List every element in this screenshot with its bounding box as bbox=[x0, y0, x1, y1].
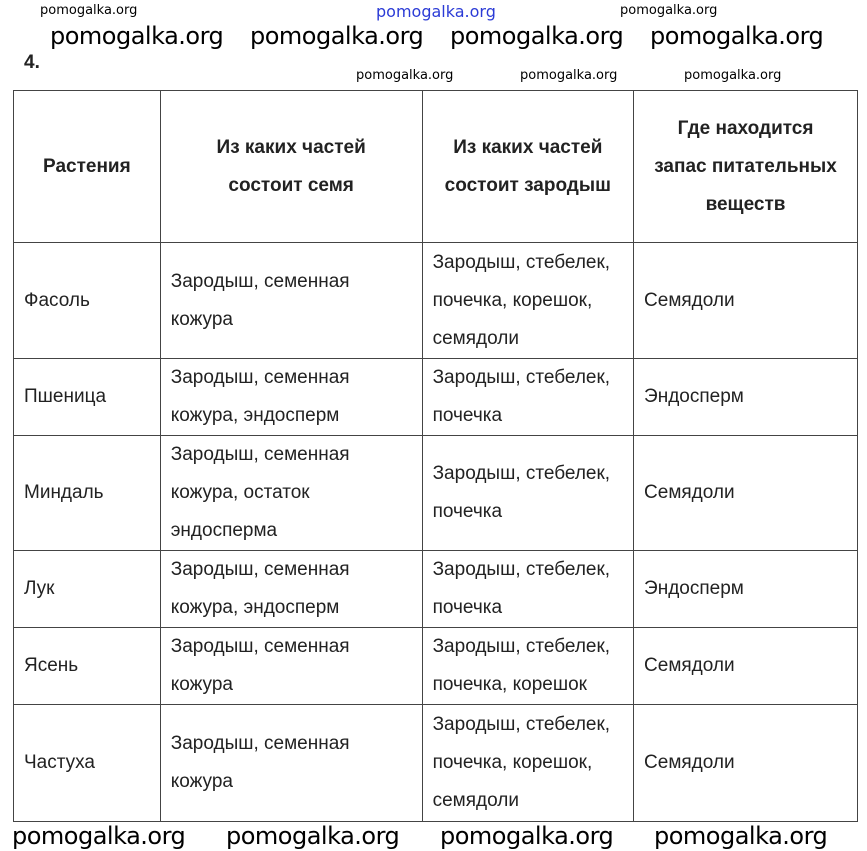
cell: Лук bbox=[14, 551, 161, 628]
cell: Зародыш, стебелек, почечка, корешок, семядоли bbox=[422, 705, 633, 822]
watermark: pomogalka.org bbox=[356, 68, 454, 83]
cell: Эндосперм bbox=[634, 551, 858, 628]
cell: Зародыш, стебелек, почечка, корешок bbox=[422, 628, 633, 705]
cell: Фасоль bbox=[14, 243, 161, 359]
cell: Семядоли bbox=[634, 628, 858, 705]
table-row bbox=[14, 243, 858, 359]
table-row bbox=[14, 359, 858, 436]
watermark: pomogalka.org bbox=[40, 3, 138, 18]
table-row bbox=[14, 551, 858, 628]
seed-table bbox=[13, 90, 858, 822]
cell: Миндаль bbox=[14, 436, 161, 551]
cell: Зародыш, стебелек, почечка bbox=[422, 551, 633, 628]
cell: Зародыш, семенная кожура, эндосперм bbox=[160, 551, 422, 628]
watermark-top: pomogalka.org bbox=[376, 2, 496, 21]
cell: Зародыш, семенная кожура, эндосперм bbox=[160, 359, 422, 436]
cell: Зародыш, стебелек, почечка, корешок, семядоли bbox=[422, 243, 633, 359]
header-seed-parts: Из каких частей состоит семя bbox=[160, 91, 422, 243]
table-row bbox=[14, 705, 858, 822]
watermark: pomogalka.org bbox=[250, 22, 424, 50]
cell: Зародыш, стебелек, почечка bbox=[422, 436, 633, 551]
watermark: pomogalka.org bbox=[50, 22, 224, 50]
cell: Ясень bbox=[14, 628, 161, 705]
cell: Зародыш, семенная кожура bbox=[160, 705, 422, 822]
cell: Зародыш, семенная кожура, остаток эндосперма bbox=[160, 436, 422, 551]
cell: Зародыш, семенная кожура bbox=[160, 628, 422, 705]
cell: Семядоли bbox=[634, 436, 858, 551]
cell: Семядоли bbox=[634, 705, 858, 822]
header-row bbox=[14, 91, 858, 243]
header-nutrient-storage: Где находится запас питательных веществ bbox=[634, 91, 858, 243]
cell: Эндосперм bbox=[634, 359, 858, 436]
watermark: pomogalka.org bbox=[440, 822, 614, 850]
watermark: pomogalka.org bbox=[12, 822, 186, 850]
watermark: pomogalka.org bbox=[620, 3, 718, 18]
cell: Семядоли bbox=[634, 243, 858, 359]
header-embryo-parts: Из каких частей состоит зародыш bbox=[422, 91, 633, 243]
watermark: pomogalka.org bbox=[226, 822, 400, 850]
cell: Пшеница bbox=[14, 359, 161, 436]
watermark: pomogalka.org bbox=[654, 822, 828, 850]
task-number: 4. bbox=[24, 52, 40, 73]
watermark: pomogalka.org bbox=[520, 68, 618, 83]
watermark: pomogalka.org bbox=[684, 68, 782, 83]
cell: Зародыш, семенная кожура bbox=[160, 243, 422, 359]
cell: Частуха bbox=[14, 705, 161, 822]
watermark: pomogalka.org bbox=[650, 22, 824, 50]
header-plants: Растения bbox=[14, 91, 161, 243]
table-row bbox=[14, 628, 858, 705]
watermark: pomogalka.org bbox=[450, 22, 624, 50]
cell: Зародыш, стебелек, почечка bbox=[422, 359, 633, 436]
table-row bbox=[14, 436, 858, 551]
